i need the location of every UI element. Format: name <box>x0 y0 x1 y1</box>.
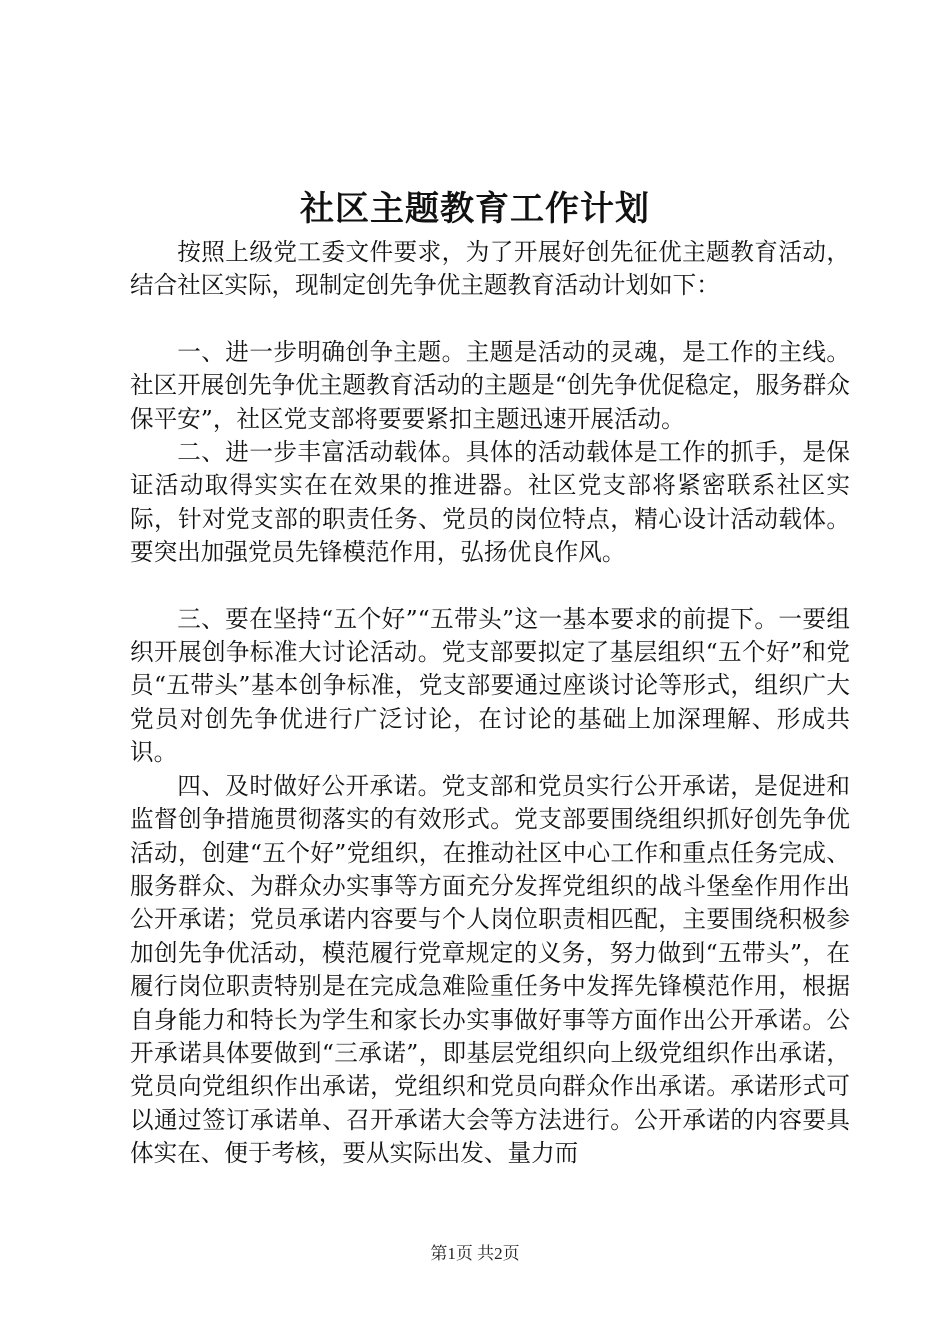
paragraph-section-1: 一、进一步明确创争主题。主题是活动的灵魂，是工作的主线。社区开展创先争优主题教育活动的主题是“创先争优促稳定，服务群众保平安”，社区党支部将要要紧扣主题迅速开展活动。 <box>130 337 850 433</box>
document-body <box>130 236 850 1171</box>
paragraph-intro: 按照上级党工委文件要求，为了开展好创先征优主题教育活动，结合社区实际，现制定创先争优主题教育活动计划如下： <box>130 238 850 300</box>
paragraph-section-4: 四、及时做好公开承诺。党支部和党员实行公开承诺，是促进和监督创争措施贯彻落实的有效形式。党支部要围绕组织抓好创先争优活动，创建“五个好”党组织，在推动社区中心工作和重点任务完成、服务群众、为群众办实事等方面充分发挥党组织的战斗堡垒作用作出公开承诺；党员承诺内容要与个人岗位职责相匹配，主要围绕积极参加创先争优活动，模范履行党章规定的义务，努力做到“五带头”，在履行岗位职责特别是在完成急难险重任务中发挥先锋模范作用，根据自身能力和特长为学生和家长办实事做好事等方面作出公开承诺。公开承诺具体要做到“三承诺”，即基层党组织向上级党组织作出承诺，党员向党组织作出承诺，党组织和党员向群众作出承诺。承诺形式可以通过签订承诺单、召开承诺大会等方法进行。公开承诺的内容要具体实在、便于考核，要从实际出发、量力而 <box>130 771 850 1168</box>
document-title: 社区主题教育工作计划 <box>300 189 650 229</box>
paragraph-section-2: 二、进一步丰富活动载体。具体的活动载体是工作的抓手，是保证活动取得实实在在效果的推进器。社区党支部将紧密联系社区实际，针对党支部的职责任务、党员的岗位特点，精心设计活动载体。要突出加强党员先锋模范作用，弘扬优良作风。 <box>130 438 850 567</box>
paragraph-section-3: 三、要在坚持“五个好”“五带头”这一基本要求的前提下。一要组织开展创争标准大讨论活动。党支部要拟定了基层组织“五个好”和党员“五带头”基本创争标准，党支部要通过座谈讨论等形式，组织广大党员对创先争优进行广泛讨论，在讨论的基础上加深理解、形成共识。 <box>130 604 850 767</box>
page-footer: 第1页 共2页 <box>430 1244 520 1263</box>
